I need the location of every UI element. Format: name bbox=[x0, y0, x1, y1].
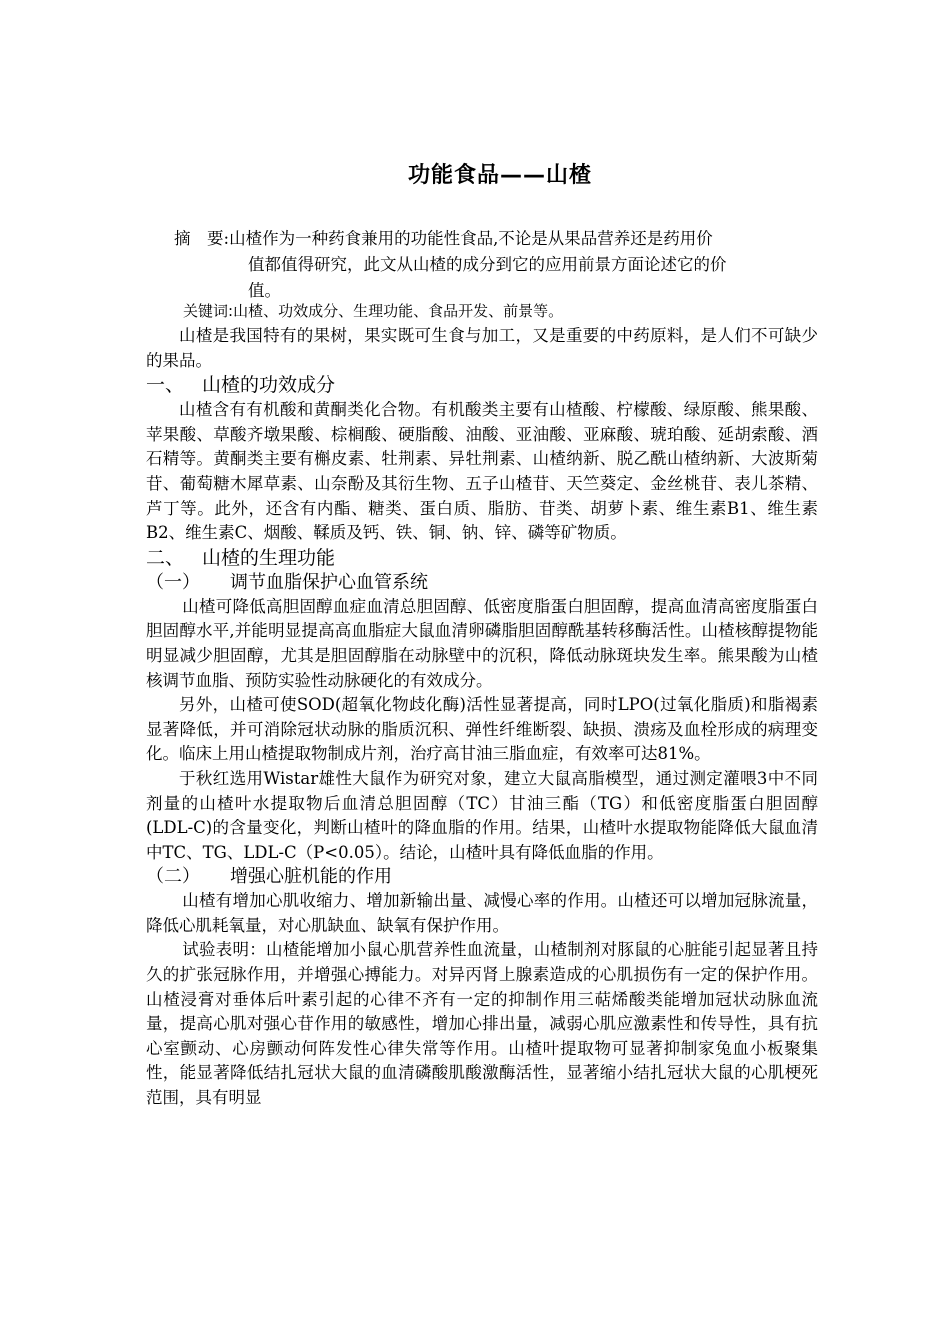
subsection-title-1: 调节血脂保护心血管系统 bbox=[230, 571, 428, 593]
subsection-heading-2 bbox=[146, 865, 818, 889]
abstract bbox=[174, 226, 814, 304]
main-content bbox=[146, 324, 818, 1111]
abstract-line-2: 值都值得研究，此文从山楂的成分到它的应用前景方面论述它的价 bbox=[248, 255, 727, 274]
section-number-2: 二、 bbox=[146, 546, 185, 569]
paragraph: 另外，山楂可使SOD(超氧化物歧化酶)活性显著提高，同时LPO(过氧化脂质)和脂褐素显著降低，并可消除冠状动脉的脂质沉积、弹性纤维断裂、缺损、溃疡及血栓形成的病理变化。临床上用山楂提取物制成片剂，治疗高甘油三脂血症，有效率可达81%。 bbox=[146, 695, 818, 764]
intro-paragraph: 山楂是我国特有的果树，果实既可生食与加工，又是重要的中药原料，是人们不可缺少的果品。 bbox=[146, 326, 818, 370]
keywords-text: 山楂、功效成分、生理功能、食品开发、前景等。 bbox=[233, 302, 564, 320]
abstract-line-1: 山楂作为一种药食兼用的功能性食品,不论是从果品营养还是药用价 bbox=[229, 229, 713, 248]
subsection-title-2: 增强心脏机能的作用 bbox=[230, 866, 392, 888]
section-title-2: 山楂的生理功能 bbox=[202, 546, 336, 569]
subsection-heading-1 bbox=[146, 571, 818, 595]
paragraph: 于秋红选用Wistar雄性大鼠作为研究对象，建立大鼠高脂模型，通过测定灌喂3中不同剂量的山楂叶水提取物后血清总胆固醇（TC）甘油三酯（TG）和低密度脂蛋白胆固醇(LDL-C)的含量变化，判断山楂叶的降血脂的作用。结果，山楂叶水提取物能降低大鼠血清中TC、TG、LDL-C（P<0.05）。结论，山楂叶具有降低血脂的作用。 bbox=[146, 768, 818, 862]
section-heading-2 bbox=[146, 546, 818, 571]
paragraph: 山楂可降低高胆固醇血症血清总胆固醇、低密度脂蛋白胆固醇，提高血清高密度脂蛋白胆固醇水平,并能明显提高高血脂症大鼠血清卵磷脂胆固醇酰基转移酶活性。山楂核醇提物能明显减少胆固醇，尤其是胆固醇脂在动脉壁中的沉积，降低动脉斑块发生率。熊果酸为山楂核调节血脂、预防实验性动脉硬化的有效成分。 bbox=[146, 596, 818, 690]
keywords bbox=[183, 300, 823, 322]
paragraph: 山楂有增加心肌收缩力、增加新输出量、减慢心率的作用。山楂还可以增加冠脉流量，降低心肌耗氧量，对心肌缺血、缺氧有保护作用。 bbox=[146, 891, 818, 935]
section-title-1: 山楂的功效成分 bbox=[202, 374, 336, 397]
keywords-label: 关键词: bbox=[183, 302, 234, 320]
subsection-number-1: （一） bbox=[146, 571, 200, 593]
abstract-line-3: 值。 bbox=[248, 281, 281, 300]
paragraph: 试验表明：山楂能增加小鼠心肌营养性血流量，山楂制剂对豚鼠的心脏能引起显著且持久的扩张冠脉作用，并增强心搏能力。对异丙肾上腺素造成的心肌损伤有一定的保护作用。山楂浸膏对垂体后叶素引起的心律不齐有一定的抑制作用三萜烯酸类能增加冠状动脉血流量，提高心肌对强心苷作用的敏感性，增加心排出量，减弱心肌应激素性和传导性，具有抗心室颤动、心房颤动何阵发性心律失常等作用。山楂叶提取物可显著抑制家兔血小板聚集性，能显著降低结扎冠状大鼠的血清磷酸肌酸激酶活性，显著缩小结扎冠状大鼠的心肌梗死范围，具有明显 bbox=[146, 940, 818, 1108]
subsection-number-2: （二） bbox=[146, 866, 200, 888]
section-heading-1 bbox=[146, 373, 818, 398]
page-title: 功能食品——山楂 bbox=[407, 163, 592, 188]
abstract-label: 摘 要: bbox=[174, 229, 230, 248]
paragraph: 山楂含有有机酸和黄酮类化合物。有机酸类主要有山楂酸、柠檬酸、绿原酸、熊果酸、苹果酸、草酸齐墩果酸、棕榈酸、硬脂酸、油酸、亚油酸、亚麻酸、琥珀酸、延胡索酸、酒石精等。黄酮类主要有槲皮素、牡荆素、异牡荆素、山楂纳新、脱乙酰山楂纳新、大波斯菊苷、葡萄糖木犀草素、山奈酚及其衍生物、五子山楂苷、天竺葵定、金丝桃苷、表儿茶精、芦丁等。此外，还含有内酯、糖类、蛋白质、脂肪、苷类、胡萝卜素、维生素B1、维生素B2、维生素C、烟酸、鞣质及钙、铁、铜、钠、锌、磷等矿物质。 bbox=[146, 400, 818, 543]
section-number-1: 一、 bbox=[146, 374, 185, 397]
